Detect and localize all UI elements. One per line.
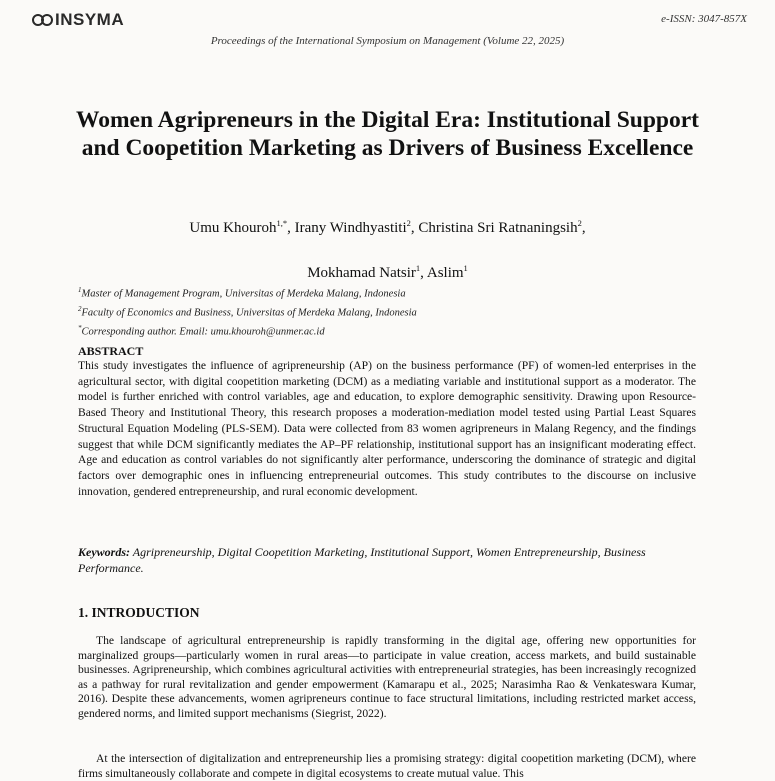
author-name: Irany Windhyastiti [294, 220, 407, 236]
keywords-text: Agripreneurship, Digital Coopetition Marketing, Institutional Support, Women Entrepreneurship, Business Performance. [78, 545, 646, 575]
author-sup: 2 [577, 218, 582, 228]
author-name: Christina Sri Ratnaningsih [418, 220, 578, 236]
author-name: Umu Khouroh [189, 220, 277, 236]
affiliation-text: Corresponding author. Email: umu.khouroh@unmer.ac.id [81, 326, 325, 338]
page-header [0, 10, 775, 34]
author-name: Mokhamad Natsir [307, 265, 416, 281]
abstract-heading: ABSTRACT [78, 344, 144, 358]
affiliation-sup: * [78, 324, 82, 332]
insyma-logo-icon [32, 12, 54, 28]
issn-label: e-ISSN: 3047-857X [661, 13, 747, 25]
author-sup: 2 [406, 218, 411, 228]
affiliation-text: Master of Management Program, Universitas of Merdeka Malang, Indonesia [81, 288, 406, 300]
paper-title: Women Agripreneurs in the Digital Era: Institutional Support and Coopetition Marketing as Drivers of Business Excellence [75, 107, 700, 161]
keywords-label: Keywords: [78, 545, 130, 559]
author-list: Umu Khouroh$^{1,*}$, Irany Windhyastiti$^2$, Christina Sri Ratnaningsih$^2$, Mokhamad Natsir$^1$, Aslim$^1$ [189, 218, 586, 281]
affiliation-text: Faculty of Economics and Business, Universitas of Merdeka Malang, Indonesia [81, 307, 417, 319]
affiliations [78, 283, 417, 340]
affiliation-line [78, 321, 417, 340]
author-sup: 1,* [276, 218, 288, 228]
author-sup: 1 [463, 263, 468, 273]
affiliation-sup: 2 [78, 305, 82, 313]
abstract-text: This study investigates the influence of agripreneurship (AP) on the business performance (PF) of women-led enterprises in the agricultural sector, with digital coopetition marketing (DCM) as a mediating variable and institutional support as a moderator. The model is further enriched with control variables, age and education, to explore demographic sensitivity. Drawing upon Resource-Based Theory and Institutional Theory, this research proposes a moderation-mediation model tested using Partial Least Squares Structural Equation Modeling (PLS-SEM). Data were collected from 83 women agripreneurs in Malang Regency, and the findings suggest that while DCM significantly mediates the AP–PF relationship, institutional support has an insignificant moderating effect. Age and education as control variables do not significantly alter performance, underscoring the dominance of strategic and digital factors over demographic ones in influencing entrepreneurial outcomes. This study contributes to the discourse on inclusive innovation, gendered entrepreneurship, and rural economic development. [78, 359, 696, 498]
intro-paragraph-2: At the intersection of digitalization and entrepreneurship lies a promising strategy: digital coopetition marketing (DCM), where firms simultaneously collaborate and compete in digital ecosystems to create mutual value. This [78, 752, 696, 780]
author-sup: 1 [415, 263, 421, 273]
author-name: Aslim [426, 265, 464, 281]
keywords [78, 545, 696, 576]
logo-text: INSYMA [55, 10, 125, 29]
affiliation-line [78, 302, 417, 321]
affiliation-sup: 1 [78, 286, 82, 294]
insyma-logo [32, 10, 124, 30]
proceedings-line: Proceedings of the International Symposium on Management (Volume 22, 2025) [210, 35, 565, 47]
section-heading-introduction: 1. INTRODUCTION [78, 605, 200, 620]
intro-paragraph-1: The landscape of agricultural entrepreneurship is rapidly transforming in the digital age, offering new opportunities for marginalized groups—particularly women in rural areas—to participate in value creation, access markets, and build sustainable businesses. Agripreneurship, which combines agricultural activities with entrepreneurial strategies, has been increasingly recognized as a pathway for rural revitalization and gender empowerment (Kamarapu et al., 2025; Narasimha Rao & Venkateswara Kumar, 2016). Despite these advancements, women agripreneurs continue to face structural limitations, including restricted market access, gendered norms, and limited support mechanisms (Siegrist, 2022). [78, 634, 696, 720]
affiliation-line [78, 283, 417, 302]
